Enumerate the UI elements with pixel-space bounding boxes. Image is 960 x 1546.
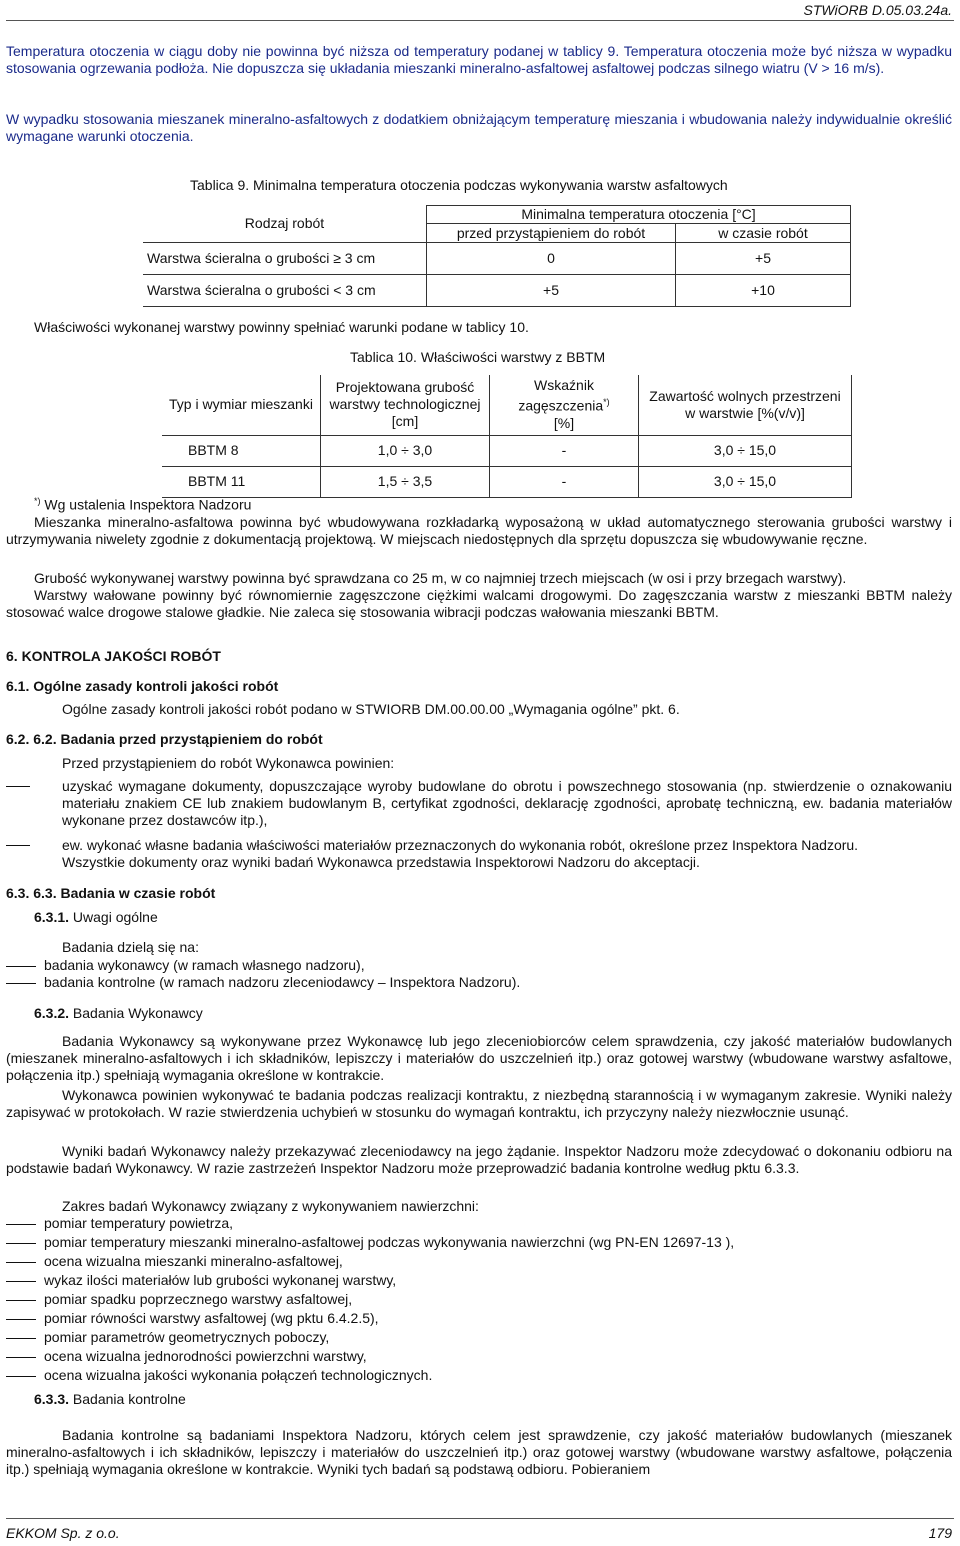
table10-cell-type: BBTM 8: [162, 435, 321, 466]
table9-cell-before: +5: [427, 275, 676, 307]
table9-cell-name: Warstwa ścieralna o grubości < 3 cm: [143, 275, 427, 307]
section631-heading: 6.3.1. Uwagi ogólne: [34, 909, 158, 925]
table10-cell-thickness: 1,5 ÷ 3,5: [321, 466, 490, 497]
table9-cell-name: Warstwa ścieralna o grubości ≥ 3 cm: [143, 243, 427, 275]
paving-paragraph: Mieszanka mineralno-asfaltowa powinna być wbudowywana rozkładarką wyposażoną w układ automatycznego sterowania grubości warstwy i utrzymywania niwelety zgodnie z dokumentacją projektową. W miejscach niedostępnych dla sprzętu dopuszcza się wbudowywanie ręczne.: [6, 514, 952, 547]
list-dash: [6, 966, 36, 967]
list-dash: [6, 1224, 36, 1225]
section632-paragraph-2: Wykonawca powinien wykonywać te badania podczas realizacji kontraktu, z niezbędną starannością i w wymaganym zakresie. Wyniki należy zapisywać w protokołach. W razie stwierdzenia uchybień w stosunku do wymagań kontraktu, ich przyczyny należy niezwłocznie usunąć.: [6, 1087, 952, 1120]
section6-title: 6. KONTROLA JAKOŚCI ROBÓT: [6, 648, 221, 664]
section62-item-2b: Wszystkie dokumenty oraz wyniki badań Wykonawca przedstawia Inspektorowi Nadzoru do akceptacji.: [62, 854, 700, 870]
section632-paragraph-1: Badania Wykonawcy są wykonywane przez Wykonawcę lub jego zleceniobiorców celem sprawdzenia, czy jakość materiałów budowlanych (mieszanek mineralno-asfaltowych i ich składników, lepiszczy i materiałów do uszczelnień itp.) oraz gotowej warstwy (wbudowane warstwy asfaltowe, połączenia itp.) spełniają wymagania określone w kontrakcie.: [6, 1033, 952, 1083]
table10-footnote: *) Wg ustalenia Inspektora Nadzoru: [34, 496, 252, 513]
table10-cell-voids: 3,0 ÷ 15,0: [639, 466, 852, 497]
list-dash: [6, 786, 30, 787]
list-item: ocena wizualna jakości wykonania połączeń technologicznych.: [44, 1367, 433, 1383]
list-dash: [6, 1243, 36, 1244]
footer-divider: [6, 1518, 954, 1519]
list-item: ocena wizualna jednorodności powierzchni warstwy,: [44, 1348, 367, 1364]
table9: [143, 205, 851, 307]
list-dash: [6, 1338, 36, 1339]
rolling-paragraph: Warstwy wałowane powinny być równomiernie zagęszczone ciężkimi walcami drogowymi. Do zagęszczania warstw z mieszanki BBTM należy stosować walce drogowe stalowe gładkie. Nie zaleca się stosowania wibracji podczas wałowania mieszanki BBTM.: [6, 587, 952, 620]
list-item: pomiar temperatury powietrza,: [44, 1215, 234, 1231]
properties-intro: Właściwości wykonanej warstwy powinny spełniać warunki podane w tablicy 10.: [34, 319, 529, 335]
table10-cell-compaction: -: [490, 435, 639, 466]
section62-intro: Przed przystąpieniem do robót Wykonawca powinien:: [62, 755, 395, 771]
section633-heading: 6.3.3. Badania kontrolne: [34, 1391, 186, 1407]
section63-title: 6.3. 6.3. Badania w czasie robót: [6, 885, 216, 901]
table-row: [162, 466, 852, 497]
page-number: 179: [928, 1525, 952, 1541]
table9-cell-before: 0: [427, 243, 676, 275]
list-item: wykaz ilości materiałów lub grubości wykonanej warstwy,: [44, 1272, 397, 1288]
table10: [162, 375, 852, 498]
list-dash: [6, 1376, 36, 1377]
table9-header-group: Minimalna temperatura otoczenia [°C]: [427, 206, 851, 224]
table-row: [143, 275, 851, 307]
section632-paragraph-3: Wyniki badań Wykonawcy należy przekazywać zleceniodawcy na jego żądanie. Inspektor Nadzoru może zdecydować o dokonaniu odbioru na podstawie badań Wykonawcy. W razie zastrzeżeń Inspektor Nadzoru może przeprowadzić badania kontrolne według pktu 6.3.3.: [6, 1143, 952, 1176]
document-code: STWiORB D.05.03.24a.: [803, 2, 952, 18]
list-item: badania wykonawcy (w ramach własnego nadzoru),: [44, 957, 365, 973]
table9-header-during: w czasie robót: [676, 224, 851, 243]
section632-heading: 6.3.2. Badania Wykonawcy: [34, 1005, 203, 1021]
table9-caption: Tablica 9. Minimalna temperatura otoczenia podczas wykonywania warstw asfaltowych: [190, 177, 728, 193]
list-dash: [6, 1281, 36, 1282]
table10-header-compaction: Wskaźnik zagęszczenia*) [%]: [490, 375, 639, 435]
table10-cell-type: BBTM 11: [162, 466, 321, 497]
intro-paragraph-1: Temperatura otoczenia w ciągu doby nie powinna być niższa od temperatury podanej w tablicy 9. Temperatura otoczenia może być niższa w wypadku stosowania ogrzewania podłoża. Nie dopuszcza się układania mieszanki mineralno-asfaltowej asfaltowej podczas silnego wiatru (V > 16 m/s).: [6, 43, 952, 76]
table9-cell-during: +5: [676, 243, 851, 275]
table9-header-before: przed przystąpieniem do robót: [427, 224, 676, 243]
section632-paragraph-4: Zakres badań Wykonawcy związany z wykonywaniem nawierzchni:: [62, 1198, 479, 1214]
table10-caption: Tablica 10. Właściwości warstwy z BBTM: [350, 349, 606, 365]
list-item: badania kontrolne (w ramach nadzoru zleceniodawcy – Inspektora Nadzoru).: [44, 974, 521, 990]
list-dash: [6, 1357, 36, 1358]
list-dash: [6, 845, 30, 846]
list-dash: [6, 983, 36, 984]
table10-cell-compaction: -: [490, 466, 639, 497]
section61-text: Ogólne zasady kontroli jakości robót podano w STWIORB DM.00.00.00 „Wymagania ogólne” pkt. 6.: [62, 701, 680, 717]
section62-item-1: uzyskać wymagane dokumenty, dopuszczające wyroby budowlane do obrotu i powszechnego stosowania (np. stwierdzenie o oznakowaniu materiału znakiem CE lub znakiem budowlanym B, certyfikat zgodności, deklarację zgodności, aprobatę techniczną, ew. badania materiałów wykonane przez dostawców itp.),: [62, 778, 952, 828]
section633-paragraph-1: Badania kontrolne są badaniami Inspektora Nadzoru, których celem jest sprawdzenie, czy jakość materiałów budowlanych (mieszanek mineralno-asfaltowych i ich składników, lepiszczy i materiałów do uszczelnień itp.) oraz gotowej warstwy (wbudowane warstwy asfaltowe, połączenia itp.) spełniają wymagania określone w kontrakcie. Wyniki tych badań są podstawą odbioru. Pobieraniem: [6, 1427, 952, 1477]
table9-cell-during: +10: [676, 275, 851, 307]
table-row: [162, 435, 852, 466]
table10-header-thickness: Projektowana grubość warstwy technologicznej [cm]: [321, 375, 490, 435]
thickness-paragraph: Grubość wykonywanej warstwy powinna być sprawdzana co 25 m, w co najmniej trzech miejscach (w osi i przy brzegach warstwy).: [34, 570, 847, 586]
table10-header-type: Typ i wymiar mieszanki: [162, 375, 321, 435]
table9-header-type: Rodzaj robót: [143, 206, 427, 243]
list-item: ocena wizualna mieszanki mineralno-asfaltowej,: [44, 1253, 343, 1269]
footer-company: EKKOM Sp. z o.o.: [6, 1525, 120, 1541]
table10-cell-thickness: 1,0 ÷ 3,0: [321, 435, 490, 466]
section62-item-2: ew. wykonać własne badania właściwości materiałów przeznaczonych do wykonania robót, określone przez Inspektora Nadzoru.: [62, 837, 859, 853]
section61-title: 6.1. Ogólne zasady kontroli jakości robót: [6, 678, 279, 694]
list-dash: [6, 1300, 36, 1301]
list-dash: [6, 1262, 36, 1263]
list-item: pomiar równości warstwy asfaltowej (wg pktu 6.4.2.5),: [44, 1310, 379, 1326]
section631-intro: Badania dzielą się na:: [62, 939, 199, 955]
list-item: pomiar parametrów geometrycznych poboczy,: [44, 1329, 330, 1345]
intro-paragraph-2: W wypadku stosowania mieszanek mineralno-asfaltowych z dodatkiem obniżającym temperaturę mieszania i wbudowania należy indywidualnie określić wymagane warunki otoczenia.: [6, 111, 952, 144]
list-item: pomiar temperatury mieszanki mineralno-asfaltowej podczas wykonywania nawierzchni (wg PN-EN 12697-13 ),: [44, 1234, 735, 1250]
table-row: [143, 243, 851, 275]
section62-title: 6.2. 6.2. Badania przed przystąpieniem do robót: [6, 731, 323, 747]
list-dash: [6, 1319, 36, 1320]
table10-cell-voids: 3,0 ÷ 15,0: [639, 435, 852, 466]
list-item: pomiar spadku poprzecznego warstwy asfaltowej,: [44, 1291, 353, 1307]
header-divider: [6, 20, 954, 21]
table10-header-voids: Zawartość wolnych przestrzeni w warstwie [%(v/v)]: [639, 375, 852, 435]
